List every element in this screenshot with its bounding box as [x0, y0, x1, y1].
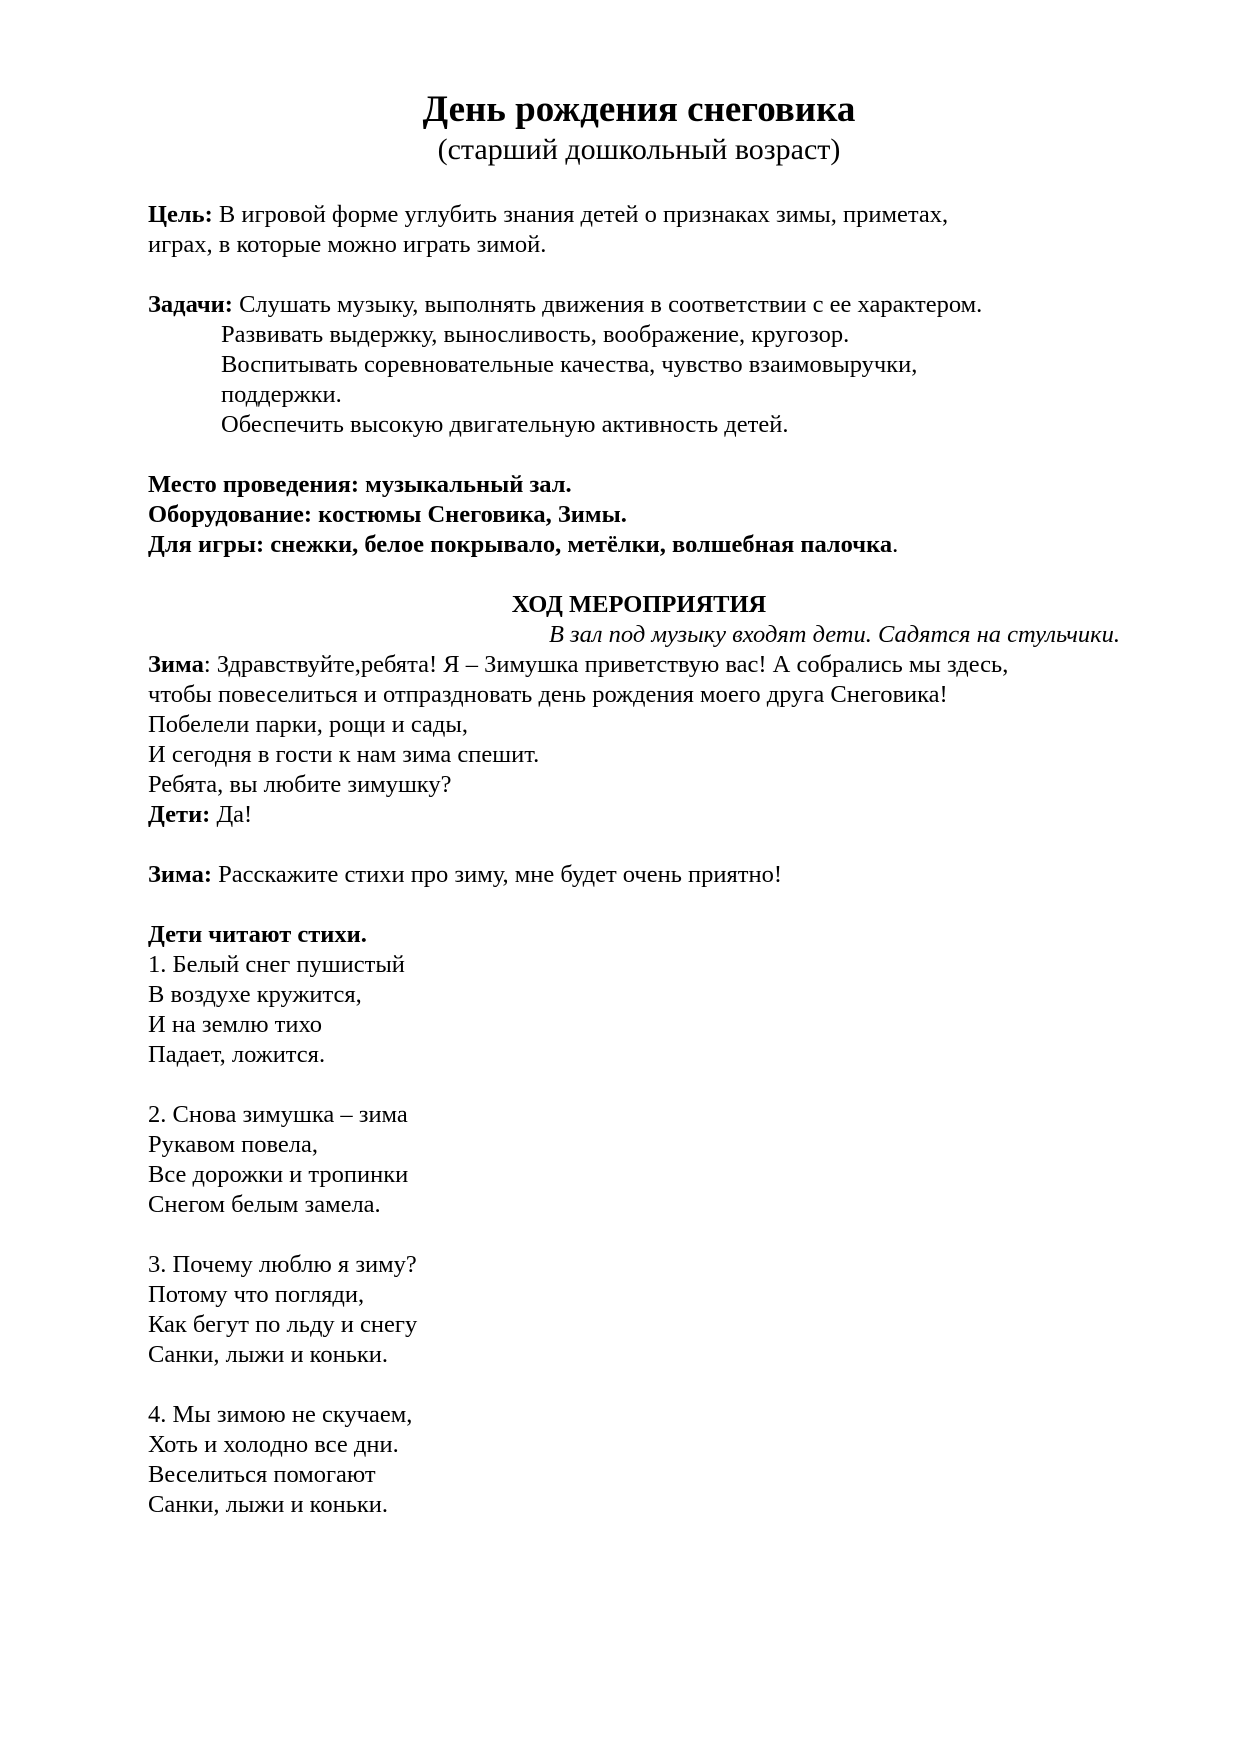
poem-line: Веселиться помогают — [148, 1461, 376, 1488]
speech-text: Да! — [210, 801, 253, 828]
poem-line: И на землю тихо — [148, 1011, 323, 1038]
poem-line: 4. Мы зимою не скучаем, — [148, 1401, 413, 1428]
poem-line: Санки, лыжи и коньки. — [148, 1341, 389, 1368]
poem-4 — [148, 1400, 1120, 1520]
event-heading: ХОД МЕРОПРИЯТИЯ — [511, 591, 767, 618]
poem-line: 2. Снова зимушка – зима — [148, 1101, 408, 1128]
task-item: поддержки. — [221, 381, 342, 408]
speaker-zima: Зима: — [148, 861, 212, 888]
goal-text-2: играх, в которые можно играть зимой. — [148, 231, 547, 258]
poem-line: 3. Почему люблю я зиму? — [148, 1251, 417, 1278]
speech-line: Побелели парки, рощи и сады, — [148, 711, 468, 738]
speech-line: И сегодня в гости к нам зима спешит. — [148, 741, 540, 768]
place-line: Место проведения: музыкальный зал. — [148, 471, 572, 498]
event-section — [148, 590, 1120, 1520]
goal-section — [148, 200, 1120, 260]
tasks-first: Слушать музыку, выполнять движения в соответствии с ее характером. — [232, 291, 983, 318]
poem-1 — [148, 950, 1120, 1070]
poem-line: Хоть и холодно все дни. — [148, 1431, 399, 1458]
speaker-zima: Зима — [148, 651, 204, 678]
poem-line: Как бегут по льду и снегу — [148, 1311, 418, 1338]
speech-line: Ребята, вы любите зимушку? — [148, 771, 452, 798]
poem-line: Рукавом повела, — [148, 1131, 318, 1158]
speaker-children: Дети: — [148, 801, 211, 828]
poem-line: Санки, лыжи и коньки. — [148, 1491, 389, 1518]
game-line: Для игры: снежки, белое покрывало, метёлки, волшебная палочка — [148, 531, 893, 558]
goal-text: В игровой форме углубить знания детей о признаках зимы, приметах, — [212, 201, 949, 228]
poem-line: В воздухе кружится, — [148, 981, 362, 1008]
tasks-section — [148, 290, 1120, 440]
game-line-end: . — [892, 531, 899, 558]
task-item: Воспитывать соревновательные качества, чувство взаимовыручки, — [221, 351, 918, 378]
speech-text: Расскажите стихи про зиму, мне будет очень приятно! — [211, 861, 782, 888]
poem-line: Все дорожки и тропинки — [148, 1161, 409, 1188]
poem-3 — [148, 1250, 1120, 1370]
document-subtitle: (старший дошкольный возраст) — [437, 133, 841, 166]
speech-text: : Здравствуйте,ребята! Я – Зимушка приветствую вас! А собрались мы здесь, — [203, 651, 1009, 678]
task-item: Развивать выдержку, выносливость, воображение, кругозор. — [221, 321, 850, 348]
task-item: Обеспечить высокую двигательную активность детей. — [221, 411, 789, 438]
poem-2 — [148, 1100, 1120, 1220]
poems-heading: Дети читают стихи. — [148, 921, 367, 948]
speech-line: чтобы повеселиться и отпраздновать день рождения моего друга Снеговика! — [148, 681, 948, 708]
document-title: День рождения снеговика — [422, 89, 856, 130]
info-section — [148, 470, 1120, 560]
poem-line: Падает, ложится. — [148, 1041, 326, 1068]
goal-label: Цель: — [148, 201, 213, 228]
poem-line: 1. Белый снег пушистый — [148, 951, 405, 978]
poem-line: Потому что погляди, — [148, 1281, 365, 1308]
poem-line: Снегом белым замела. — [148, 1191, 381, 1218]
stage-direction: В зал под музыку входят дети. Садятся на стульчики. — [548, 621, 1120, 648]
equipment-line: Оборудование: костюмы Снеговика, Зимы. — [148, 501, 627, 528]
tasks-label: Задачи: — [148, 291, 233, 318]
